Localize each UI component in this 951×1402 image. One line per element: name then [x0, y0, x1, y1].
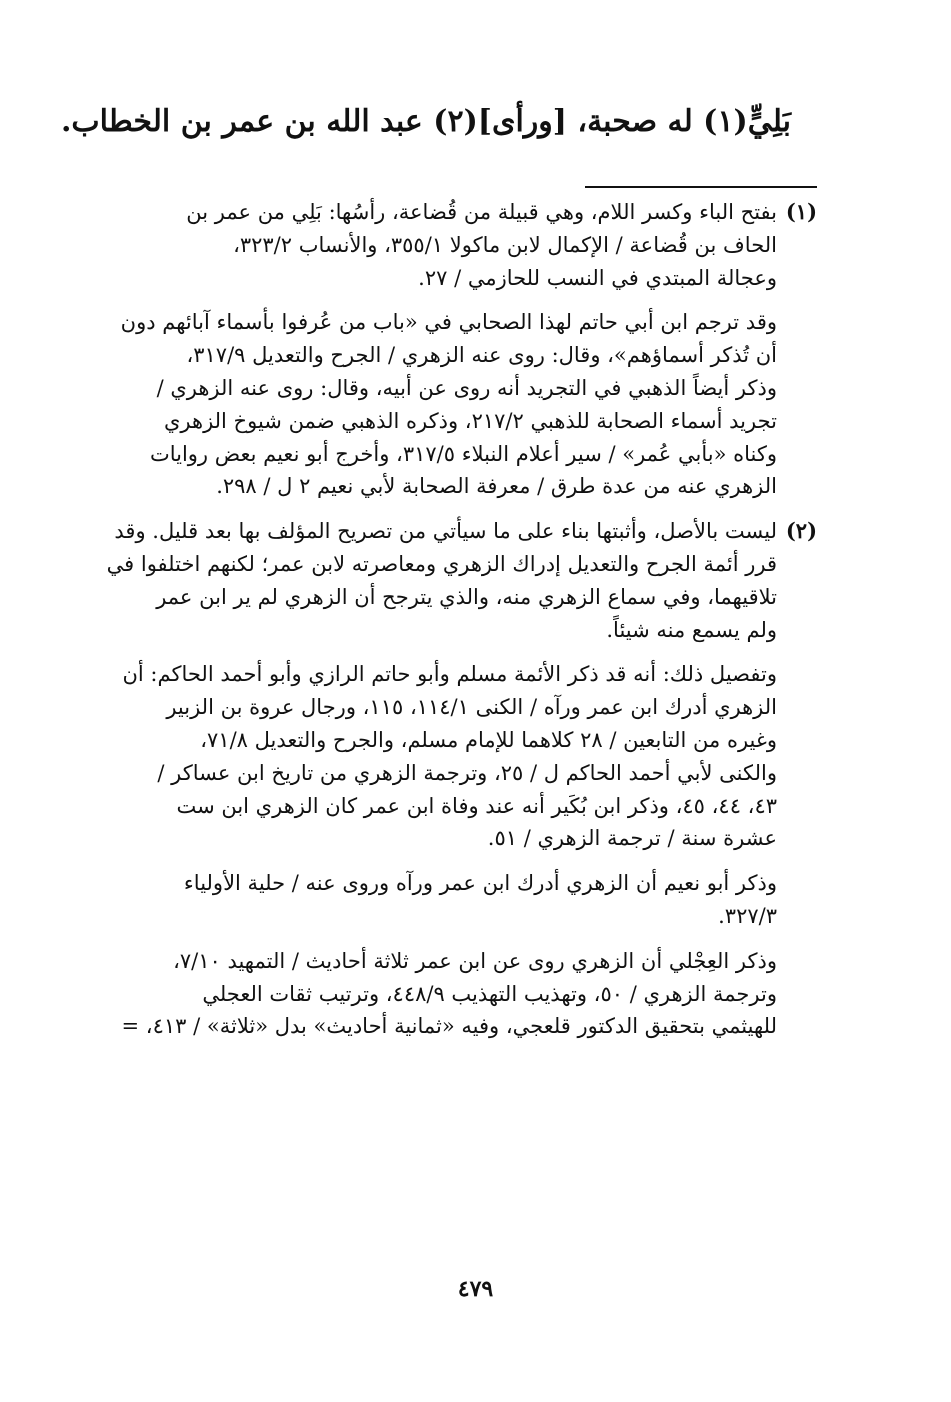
footnote-paragraph: [120, 306, 777, 503]
footnote-paragraph: [127, 867, 777, 933]
text-line: وذكر العِجْلي أن الزهري روى عن ابن عمر ثلاثة أحاديث / التمهيد ٧/١٠،: [173, 948, 777, 973]
footnotes: [106, 196, 817, 1043]
footnote-paragraph: [121, 945, 777, 1043]
text-line: للهيثمي بتحقيق الدكتور قلعجي، وفيه «ثمانية أحاديث» بدل «ثلاثة» / ٤١٣، =: [121, 1014, 777, 1039]
text-line: الزهري عنه من عدة طرق / معرفة الصحابة لأبي نعيم ٢ ل / ٢٩٨.: [216, 474, 777, 499]
text-line: تلاقيهما، وفي سماع الزهري منه، والذي يترجح أن الزهري لم ير ابن عمر: [156, 584, 777, 609]
text-line: وذكر أيضاً الذهبي في التجريد أنه روى عن أبيه، وقال: روى عنه الزهري /: [156, 375, 777, 400]
text-line: بفتح الباء وكسر اللام، وهي قبيلة من قُضاعة، رأسُها: بَلِي من عمر بن: [186, 200, 777, 224]
footnote-1: [120, 196, 817, 503]
text-line: عشرة سنة / ترجمة الزهري / ٥١.: [487, 826, 777, 851]
main-text: بَلِيٍّ(١) له صحبة، [ورأى](٢) عبد الله بن عمر بن الخطاب.: [60, 104, 791, 139]
text-line: قرر أئمة الجرح والتعديل إدراك الزهري ومعاصرته لابن عمر؛ لكنهم اختلفوا في: [106, 551, 777, 576]
footnote-paragraph: [106, 515, 777, 646]
footnote-separator: [585, 186, 817, 188]
text-line: وعجالة المبتدي في النسب للحازمي / ٢٧.: [418, 265, 777, 290]
text-line: تجريد أسماء الصحابة للذهبي ٢١٧/٢، وذكره الذهبي ضمن شيوخ الزهري: [163, 408, 777, 433]
text-line: وكناه «بأبي عُمر» / سير أعلام النبلاء ٣١٧/٥، وأخرج أبو نعيم بعض روايات: [149, 441, 777, 466]
text-line: الزهري أدرك ابن عمر ورآه / الكنى ١١٤/١، ١١٥، ورجال عروة بن الزبير: [166, 695, 777, 720]
text-line: ٤٣، ٤٤، ٤٥، وذكر ابن بُكَير أنه عند وفاة ابن عمر كان الزهري ابن ست: [176, 793, 777, 818]
text-line: الحاف بن قُضاعة / الإكمال لابن ماكولا ٣٥٥/١، والأنساب ٣٢٣/٢،: [233, 232, 777, 257]
text-line: ولم يسمع منه شيئاً.: [606, 617, 777, 642]
footnote-2: [106, 515, 817, 1043]
text-line: وذكر أبو نعيم أن الزهري أدرك ابن عمر ورآه وروى عنه / حلية الأولياء: [183, 871, 777, 896]
footnote-number: (٢): [785, 518, 817, 544]
text-line: أن تُذكر أسماؤهم»، وقال: روى عنه الزهري / الجرح والتعديل ٣١٧/٩،: [186, 343, 777, 368]
text-line: ليست بالأصل، وأثبتها بناء على ما سيأتي من تصريح المؤلف بها بعد قليل. وقد: [114, 519, 777, 544]
footnote-paragraph: [122, 658, 777, 855]
text-line: وقد ترجم ابن أبي حاتم لهذا الصحابي في «باب من عُرفوا بأسماء آبائهم دون: [120, 310, 777, 335]
text-line: والكنى لأبي أحمد الحاكم ل / ٢٥، وترجمة الزهري من تاريخ ابن عساكر /: [157, 760, 777, 785]
text-line: وترجمة الزهري / ٥٠، وتهذيب التهذيب ٤٤٨/٩، وترتيب ثقات العجلي: [202, 981, 777, 1006]
page-number: ٤٧٩: [457, 1276, 494, 1302]
text-line: ٣٢٧/٣.: [718, 903, 777, 928]
footnote-number: (١): [785, 199, 817, 224]
text-line: وغيره من التابعين / ٢٨ كلاهما للإمام مسلم، والجرح والتعديل ٧١/٨،: [200, 727, 777, 752]
text-line: وتفصيل ذلك: أنه قد ذكر الأئمة مسلم وأبو حاتم الرازي وأبو أحمد الحاكم: أن: [122, 662, 777, 687]
footnote-paragraph: [127, 196, 777, 294]
